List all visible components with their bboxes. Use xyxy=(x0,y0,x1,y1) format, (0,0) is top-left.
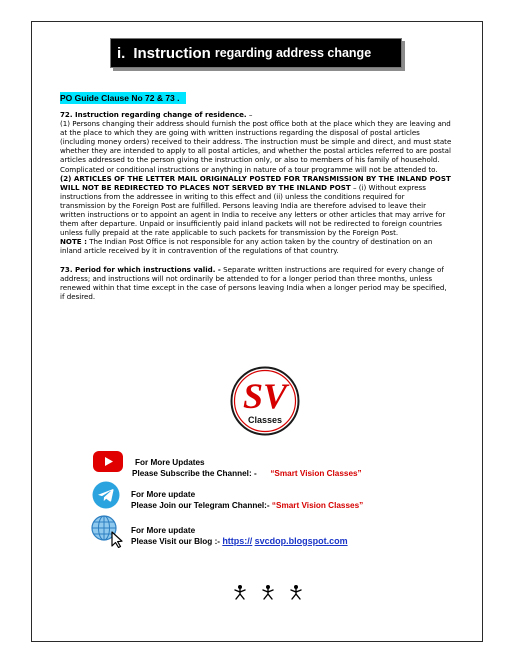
section-title-rest: regarding address change xyxy=(214,46,372,60)
decorative-figure-icon xyxy=(232,584,248,600)
clause-72-note xyxy=(60,237,452,255)
clause-72-dash: – xyxy=(246,110,253,119)
blog-link-domain[interactable]: svcdop.blogspot.com xyxy=(254,536,348,546)
document-body xyxy=(60,110,452,301)
decorative-figure-icon xyxy=(260,584,276,600)
blog-link-protocol[interactable]: https:// xyxy=(222,536,253,546)
youtube-line-2 xyxy=(132,468,362,479)
telegram-icon[interactable] xyxy=(92,481,120,509)
telegram-line-2 xyxy=(131,500,363,511)
clause-73-title: 73. Period for which instructions valid. - xyxy=(60,264,221,274)
telegram-channel-name[interactable]: “Smart Vision Classes” xyxy=(271,501,364,510)
section-number: i. xyxy=(117,44,126,62)
note-label: NOTE : xyxy=(60,237,87,247)
blog-line-1: For More update xyxy=(131,526,196,535)
sv-classes-logo xyxy=(230,366,300,436)
blog-line-2 xyxy=(131,536,348,547)
clause-73-text: Separate written instructions are required for every change of address; and instructions will not ordinarily be attended to for a longer period than three months, unless renewed within that time except in the case of persons leaving India when a longer period may be specified, if desired. xyxy=(60,264,447,301)
clause-72-heading xyxy=(60,110,452,119)
telegram-line-1: For More update xyxy=(131,490,196,499)
youtube-promo xyxy=(132,457,362,479)
decorative-figures xyxy=(232,584,304,600)
blog-promo xyxy=(131,525,348,547)
clause-73 xyxy=(60,265,452,301)
clause-72-title: 72. Instruction regarding change of residence. xyxy=(60,110,247,119)
globe-cursor-icon[interactable] xyxy=(90,514,126,548)
clause-72-para-1: (1) Persons changing their address should furnish the post office both at the place which they are leaving and at the place to which they are going with written instructions regarding the disposal of postal articles (including money orders) received to their address. The instruction must be simple and direct, and must state whether they are intended to apply to all postal articles, and whether the postal articles referred to are postal articles addressed to the person giving the instruction only, or also to members of his family of household. Complicated or conditional instructions or anything in nature of a tour programme will not be attended to. xyxy=(60,119,452,174)
youtube-line-1: For More Updates xyxy=(135,458,205,467)
clause-72-para-2 xyxy=(60,174,452,238)
youtube-icon[interactable] xyxy=(93,451,123,472)
blog-visit-text: Please Visit our Blog :- xyxy=(131,537,221,546)
clause-label: PO Guide Clause No 72 & 73 . xyxy=(60,92,186,104)
clause-72-para-2-text: – (i) Without express instructions from the addressee in writing to this effect and (ii) unless the conditions required for transmission by the Foreign Post are fulfilled. Persons leaving India are therefore advised to leave their written instructions or to appoint an agent in India to receive any letters or other articles that may arrive for them after departure. Unpaid or insufficiently paid inland packets will not be redirected to foreign countries unless fully prepaid at the rate applicable to such packets for transmission by the Foreign Post. xyxy=(60,182,446,238)
telegram-promo xyxy=(131,489,363,511)
clause-72-para-2-bold: (2) ARTICLES OF THE LETTER MAIL ORIGINALLY POSTED FOR TRANSMISSION BY THE INLAND POST WILL NOT BE REDIRECTED TO PLACES NOT SERVED BY THE INLAND POST xyxy=(60,173,451,192)
logo-letters: SV xyxy=(242,376,288,416)
note-text: The Indian Post Office is not responsible for any action taken by the country of destination on an inland article received by it in contravention of the regulations of that country. xyxy=(60,237,433,256)
youtube-subscribe-text: Please Subscribe the Channel: - xyxy=(132,469,257,478)
decorative-figure-icon xyxy=(288,584,304,600)
youtube-channel-name[interactable]: “Smart Vision Classes” xyxy=(270,469,362,478)
section-title-main: Instruction xyxy=(133,44,211,62)
logo-word: Classes xyxy=(247,415,283,425)
section-title-bar xyxy=(110,38,402,68)
telegram-join-text: Please Join our Telegram Channel:- xyxy=(131,501,270,510)
